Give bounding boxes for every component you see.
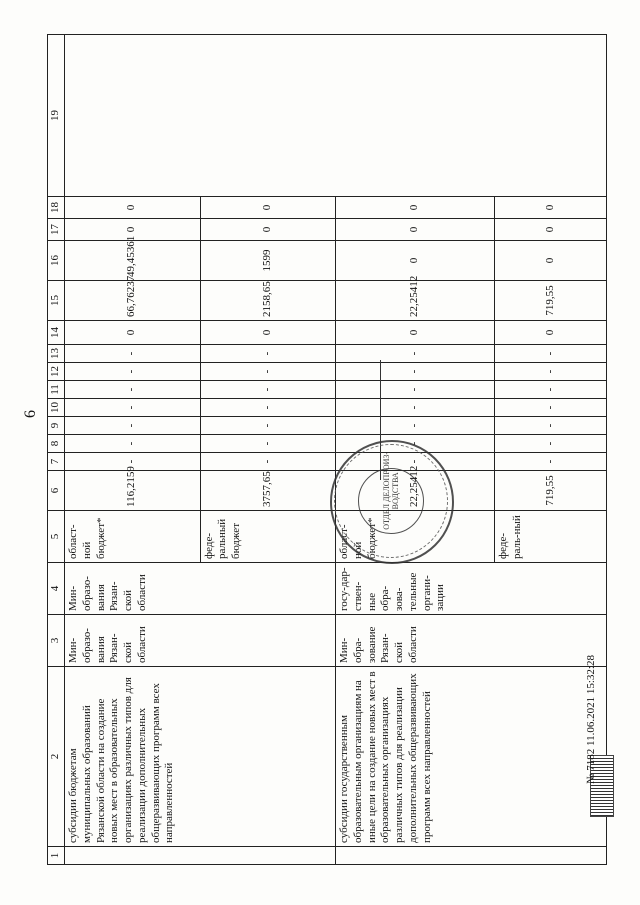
stamp-text: ОТДЕЛ ДЕЛОПРОИЗ-ВОДСТВА	[382, 451, 400, 530]
budget-source: област-ной бюджет*	[336, 511, 495, 563]
row-recipient: госу-дар-ствен-ные обра-зова-тельные органи-зации	[336, 563, 607, 615]
header-cell: 7	[48, 453, 65, 471]
header-cell: 13	[48, 345, 65, 363]
row-description: субсидии бюджетам муниципальных образований Рязанской области на создание новых мест в образовательных организациях различных типов для реализации дополнительных общеразвивающих программ всех направленностей	[65, 667, 336, 847]
header-cell: 18	[48, 197, 65, 219]
header-cell: 11	[48, 381, 65, 399]
header-cell: 14	[48, 321, 65, 345]
budget-source: област-ной бюджет*	[65, 511, 201, 563]
row-executor: Мин-образо-вания Рязан-ской области	[65, 615, 336, 667]
header-cell: 16	[48, 241, 65, 281]
header-cell: 10	[48, 399, 65, 417]
rotated-table-container	[47, 35, 607, 865]
budget-source: феде-ральный бюджет	[200, 511, 336, 563]
row-description: субсидии государственным образовательным организациям на иные цели на создание новых мест в образовательных организациях различных типов для реализации дополнительных общеразвивающих программ всех направленностей	[336, 667, 607, 847]
header-cell: 9	[48, 417, 65, 435]
total-value: 3757,65	[200, 471, 336, 511]
header-cell: 17	[48, 219, 65, 241]
table-row: субсидии государственным образовательным организациям на иные цели на создание новых мест в образовательных организациях различных типов для реализации дополнительных общеразвивающих программ всех направленностей Мин-обра-зование Рязан-ской области госу-дар-ствен-ные обра-зова-тельные органи-зации област-ной бюджет* 22,25412 - - - - - - - 0 22,25412 0 0 0	[336, 35, 495, 865]
header-row	[48, 35, 65, 865]
total-value: 719,55	[495, 471, 607, 511]
row-recipient: Мин-образо-вания Рязан-ской области	[65, 563, 336, 615]
header-cell: 19	[48, 35, 65, 197]
header-cell: 15	[48, 281, 65, 321]
table-row: феде-раль-ный 719,55 - - - - - - - 0 719,55 0 0 0	[495, 35, 607, 865]
table-row: субсидии бюджетам муниципальных образований Рязанской области на создание новых мест в образовательных организациях различных типов для реализации дополнительных общеразвивающих программ всех направленностей Мин-образо-вания Рязан-ской области Мин-образо-вания Рязан-ской области област-ной бюджет* 116,2159 - - - - - - - 0 66,76237 49,45361 0 0	[65, 35, 201, 865]
header-cell: 5	[48, 511, 65, 563]
header-cell: 8	[48, 435, 65, 453]
header-cell: 6	[48, 471, 65, 511]
row-executor: Мин-обра-зование Рязан-ской области	[336, 615, 607, 667]
header-cell: 1	[48, 847, 65, 865]
header-cell: 4	[48, 563, 65, 615]
table-row: феде-ральный бюджет 3757,65 - - - - - - - 0 2158,65 1599 0 0	[200, 35, 336, 865]
header-cell: 12	[48, 363, 65, 381]
budget-source: феде-раль-ный	[495, 511, 607, 563]
header-cell: 3	[48, 615, 65, 667]
page-number: 6	[22, 410, 39, 418]
total-value: 22,25412	[336, 471, 495, 511]
total-value: 116,2159	[65, 471, 201, 511]
department-stamp	[330, 440, 454, 564]
budget-table	[47, 34, 607, 865]
header-cell: 2	[48, 667, 65, 847]
registration-number: № 7182 11.06.2021 15:32:28	[585, 655, 597, 784]
